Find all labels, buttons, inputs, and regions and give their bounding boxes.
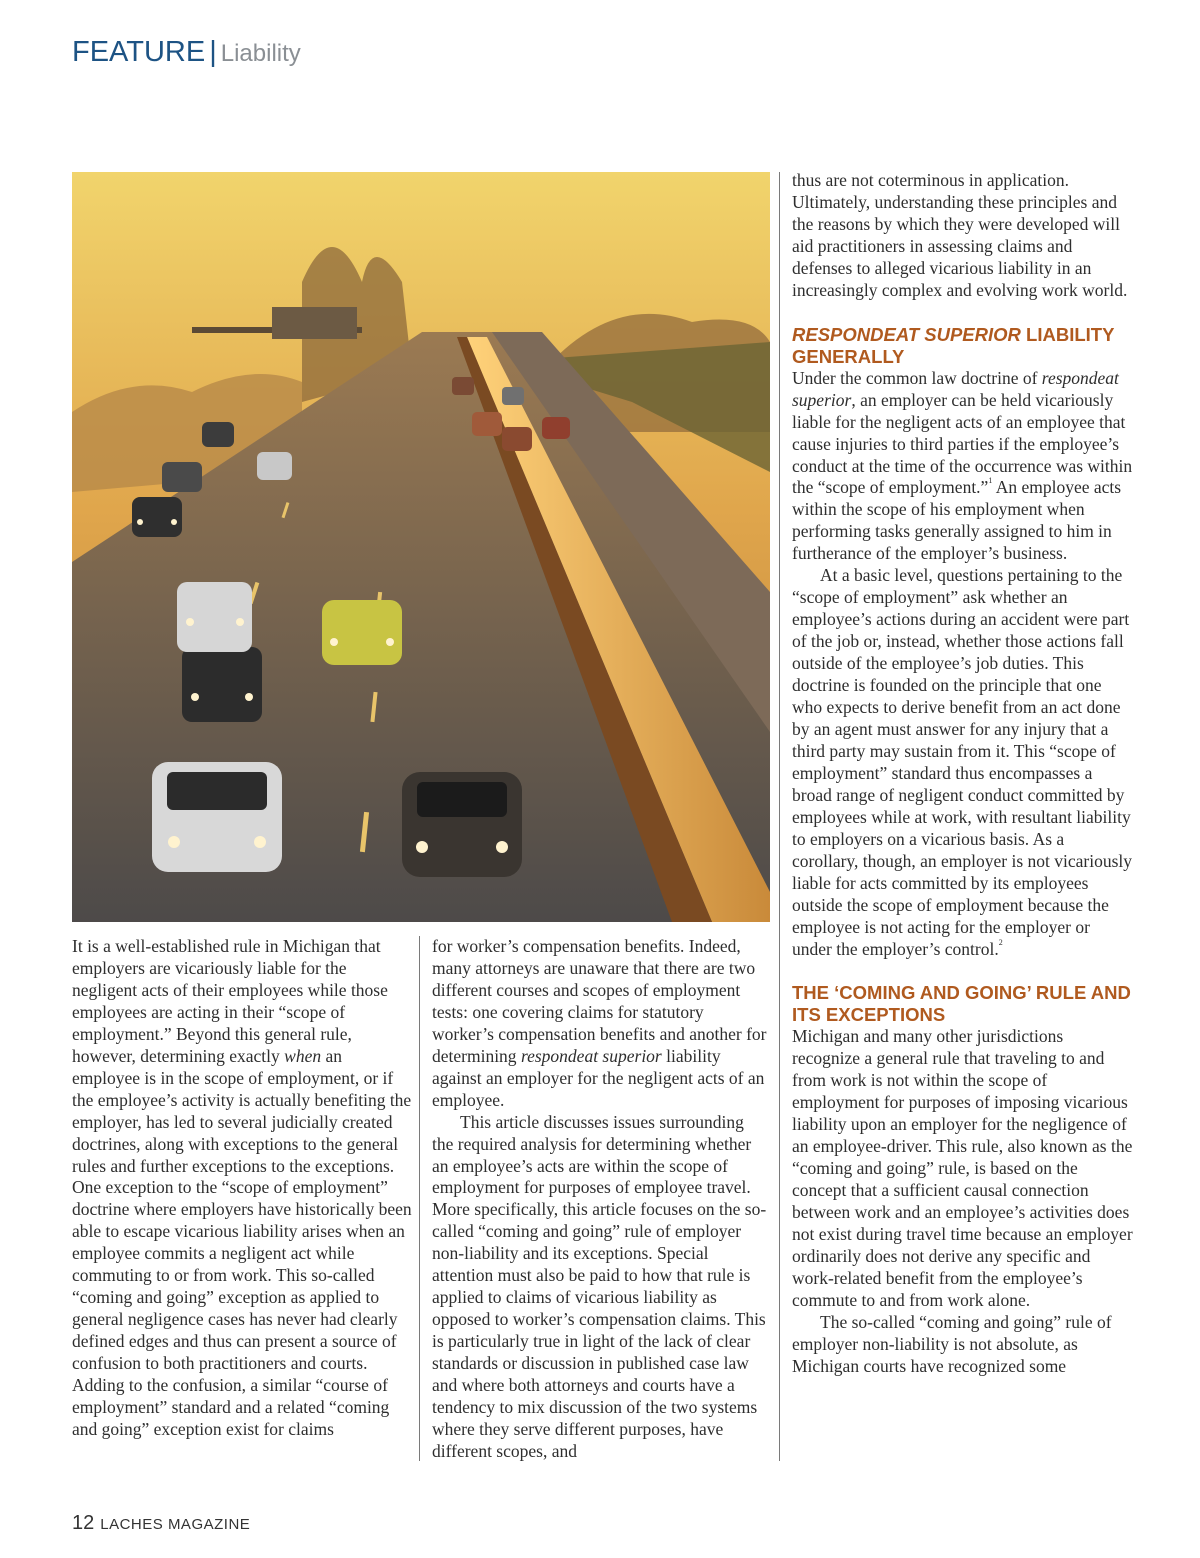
article-column-1	[72, 936, 412, 1441]
paragraph: At a basic level, questions pertaining to the “scope of employment” ask whether an employee’s actions during an accident were part of the job or, instead, whether those actions fall outside of the employee’s job duties. This doctrine is founded on the principle that one who expects to derive benefit from an act done by an agent must answer for any injury that a third party may sustain from it. This “scope of employment” standard thus encompasses a broad range of negligent conduct committed by employees while at work, with resultant liability to employers on a vicarious basis. As a corollary, though, an employer is not vicariously liable for acts committed by its employees outside the scope of employment because the employee is not acting for the employer or under the employer’s control.$^2$	[792, 565, 1133, 959]
paragraph: This article discusses issues surrounding the required analysis for determining whether an employee’s acts are within the scope of employment for purposes of employee travel. More specifically, this article focuses on the so-called “coming and going” rule of employer non-liability and its exceptions. Special attention must also be paid to how that rule is applied to claims of vicarious liability as opposed to worker’s compensation claims. This is particularly true in light of the lack of clear standards or discussion in published case law and where both attorneys and courts have a tendency to mix discussion of the two systems where they serve different purposes, have different scopes, and	[432, 1111, 767, 1461]
emphasis-text: when	[284, 1045, 322, 1066]
column-divider-2	[779, 172, 780, 1461]
section-heading: THE ‘COMING AND GOING’ RULE AND ITS EXCEPTIONS	[792, 982, 1131, 1026]
section-header	[72, 36, 301, 69]
highway-photo	[72, 172, 770, 922]
publication-name: LACHES MAGAZINE	[100, 1516, 251, 1533]
column-divider-1	[419, 936, 420, 1461]
paragraph: Under the common law doctrine of respondeat superior, an employer can be held vicariously liable for the negligent acts of an employee that cause injuries to third parties if the employee’s conduct at the time of the occurrence was within the “scope of employment.”$^1$ An employee acts within the scope of his employment when performing tasks generally assigned to him in furtherance of the employer’s business.	[792, 367, 1133, 564]
paragraph: Michigan and many other jurisdictions recognize a general rule that traveling to and from work is not within the scope of employment for purposes of imposing vicarious liability upon an employer for the negligence of an employee-driver. This rule, also known as the “coming and going” rule, is based on the concept that a sufficient causal connection between work and an employee’s activities does not exist during travel time because an employer ordinarily does not derive any specific and work-related benefit from the employee’s commute to and from work alone.	[792, 1026, 1133, 1310]
emphasis-text: respondeat superior	[792, 367, 1119, 410]
page-number: 12	[72, 1512, 95, 1534]
page-footer	[72, 1512, 250, 1535]
footnote-ref: 2	[998, 937, 1003, 947]
footnote-ref: 1	[988, 476, 993, 486]
section-label: FEATURE	[72, 36, 206, 68]
section-heading: RESPONDEAT SUPERIOR LIABILITY GENERALLY	[792, 323, 1115, 367]
paragraph: It is a well-established rule in Michigan that employers are vicariously liable for the negligent acts of their employees while those employees are acting in their “scope of employment.” Beyond this general rule, however, determining exactly when an employee is in the scope of employment, or if the employee’s activity is actually benefiting the employer, has led to several judicially created doctrines, along with exceptions to the general rules and further exceptions to the exceptions. One exception to the “scope of employment” doctrine where employers have historically been able to escape vicarious liability arises when an employee commits a negligent act while commuting to or from work. This so-called “coming and going” exception as applied to general negligence cases has never had clearly defined edges and thus can present a source of confusion to both practitioners and courts. Adding to the confusion, a similar “course of employment” standard and a related “coming and going” exception exist for claims	[72, 936, 412, 1439]
article-column-2	[432, 936, 768, 1463]
emphasis-text: respondeat superior	[520, 1045, 662, 1066]
article-column-3	[792, 170, 1134, 1378]
emphasis-text: RESPONDEAT SUPERIOR	[792, 323, 1021, 345]
header-separator: |	[209, 36, 217, 68]
highway-illustration	[72, 172, 770, 922]
paragraph: thus are not coterminous in application. Ultimately, understanding these principles and the reasons by which they were developed will aid practitioners in assessing claims and defenses to alleged vicarious liability in an increasingly complex and evolving work world.	[792, 170, 1128, 300]
paragraph: for worker’s compensation benefits. Indeed, many attorneys are unaware that there are two different courses and scopes of employment tests: one covering claims for statutory worker’s compensation benefits and another for determining respondeat superior liability against an employer for the negligent acts of an employee.	[432, 936, 767, 1110]
paragraph: The so-called “coming and going” rule of employer non-liability is not absolute, as Michigan courts have recognized some	[792, 1311, 1112, 1376]
section-topic: Liability	[220, 40, 301, 67]
